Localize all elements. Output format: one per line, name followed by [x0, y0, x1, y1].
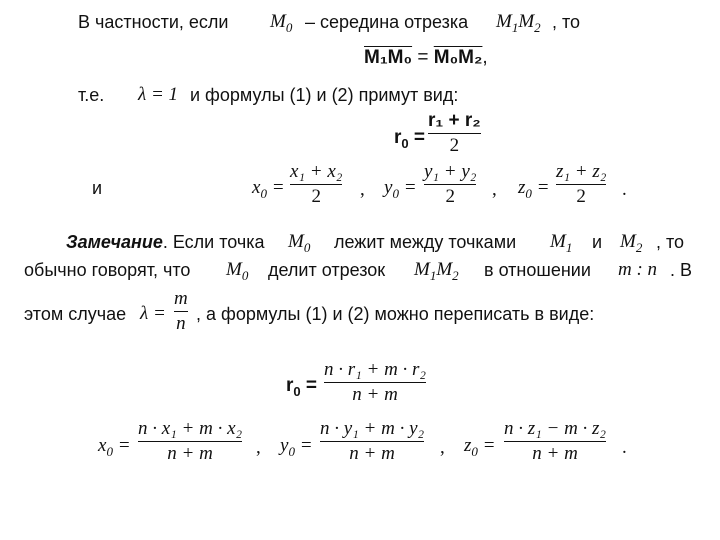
- r0-weighted-fraction: n · r₁ + m · r₂ n + m: [324, 359, 427, 405]
- x0-fraction: x₁ + x₂ 2: [290, 161, 343, 207]
- and-text: и: [92, 178, 103, 198]
- to-text: , то: [552, 12, 581, 32]
- m0-point: $M_0$: [288, 231, 311, 255]
- r0-denominator: 2: [449, 135, 460, 156]
- m0-symbol: $M_0$: [270, 11, 293, 35]
- x0-weighted-lhs: $x_0$ =: [98, 435, 131, 459]
- slide-page: В частности, если $M_0$ – середина отрезка $M_1M_2$ , то M₁M₀ = M₀M₂, т.е. λ = 1 и формулы (1) и (2) примут вид: $r_0$ = r₁ + r₂ 2 и $x_0$ = x₁ + x₂ 2 , $y_0$ = y₁ + y₂ 2 , $z_0$ = z₁ + z₂ 2 . Замечание. Если точка $M_0$ лежит между точками $M_1$ и $M_2$ , то обычно говорят, что $M_0$ делит отрезок $M_1M_2$ в отношении m : n . В этом случае λ = m n , а формулы (1) и (2) можно переписать в виде: $r_0$ = n · r₁ + m · r₂ n + m $x_0$ = n · x₁ + m · x₂ n + m , $y_0$ = n · y₁ + m · y₂ n + m , $z_0$ = n · z₁ − m · z₂ n + m .: [24, 11, 693, 464]
- z0-lhs: $z_0$ =: [518, 177, 550, 201]
- m1m2-segment: $M_1M_2$: [414, 259, 459, 283]
- r0-lhs: $r_0$ =: [394, 127, 426, 151]
- ratio: m : n: [618, 259, 658, 280]
- segment-equality: M₁M₀ = M₀M₂,: [364, 47, 488, 68]
- y0-fraction: y₁ + y₂ 2: [424, 161, 477, 207]
- z0-fraction: z₁ + z₂ 2: [556, 161, 607, 207]
- y0-weighted-fraction: n · y₁ + m · y₂ n + m: [320, 418, 425, 464]
- intro-text: В частности, если: [78, 12, 229, 32]
- z0-weighted-fraction: n · z₁ − m · z₂ n + m: [504, 418, 607, 464]
- y0-weighted-lhs: $y_0$ =: [280, 435, 313, 459]
- ie-text: т.е.: [78, 85, 105, 105]
- r0-numerator: r₁ + r₂: [428, 110, 481, 131]
- midpoint-text: – середина отрезка: [305, 12, 469, 32]
- remark-line-1: Замечание. Если точка: [66, 232, 265, 252]
- lambda-lhs: λ =: [140, 303, 166, 324]
- m1m2-symbol: $M_1M_2$: [496, 11, 541, 35]
- x0-lhs: $x_0$ =: [252, 177, 285, 201]
- x0-weighted-fraction: n · x₁ + m · x₂ n + m: [138, 418, 243, 464]
- m2-point: $M_2$: [620, 231, 643, 255]
- y0-lhs: $y_0$ =: [384, 177, 417, 201]
- remark-label: Замечание: [66, 232, 163, 252]
- r0-weighted-lhs: $r_0$ =: [286, 375, 318, 399]
- m0-point-2: $M_0$: [226, 259, 249, 283]
- lambda-fraction: m n: [174, 288, 188, 334]
- z0-weighted-lhs: $z_0$ =: [464, 435, 496, 459]
- r0-fraction: [428, 110, 481, 157]
- lambda-equals-one: λ = 1: [138, 84, 179, 105]
- formulas-become-text: и формулы (1) и (2) примут вид:: [190, 85, 459, 105]
- m1-point: $M_1$: [550, 231, 573, 255]
